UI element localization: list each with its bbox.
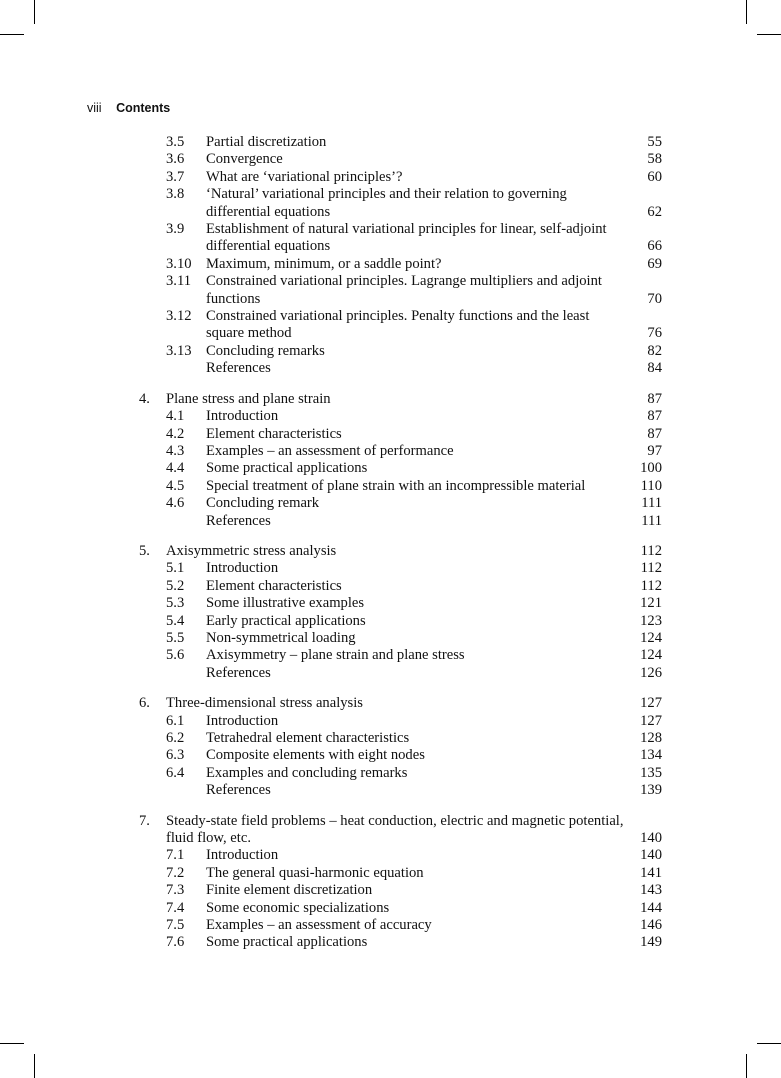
entry-title: Element characteristics [206, 425, 342, 442]
entry-number: 3.5 [166, 134, 185, 150]
toc-entry[interactable] [0, 256, 781, 273]
entry-title: References [206, 664, 271, 681]
toc-chapter [0, 134, 781, 378]
table-of-contents [0, 134, 781, 965]
toc-entry[interactable] [0, 865, 781, 882]
entry-title: Establishment of natural variational principles for linear, self-adjoint differential equations [206, 221, 607, 255]
toc-entry[interactable] [0, 169, 781, 186]
entry-number: 6. [139, 695, 150, 712]
entry-title: Finite element discretization [206, 882, 373, 899]
toc-entry[interactable] [0, 426, 781, 443]
entry-page: 126 [640, 664, 662, 681]
crop-mark [0, 34, 24, 35]
entry-number: 5.2 [166, 577, 185, 594]
entry-title: Introduction [206, 408, 279, 425]
entry-page: 134 [640, 747, 662, 764]
entry-page: 124 [640, 629, 662, 646]
entry-page: 144 [640, 899, 662, 916]
entry-number: 3.10 [166, 255, 192, 272]
toc-entry[interactable] [0, 713, 781, 730]
running-title: Contents [116, 101, 171, 115]
entry-number: 6.3 [166, 747, 185, 764]
toc-chapter [0, 695, 781, 799]
entry-page: 135 [640, 764, 662, 781]
chapter-heading[interactable] [0, 813, 781, 848]
entry-number: 4.3 [166, 442, 185, 459]
toc-entry[interactable] [0, 934, 781, 951]
entry-title: Steady-state field problems – heat conduction, electric and magnetic potential, fluid flow, etc. [166, 812, 624, 847]
crop-mark [746, 0, 747, 24]
entry-number: 5.5 [166, 629, 185, 646]
entry-title: Constrained variational principles. Lagrange multipliers and adjoint functions [206, 273, 602, 307]
entry-title: Introduction [206, 712, 279, 729]
toc-entry[interactable] [0, 273, 781, 308]
running-header [87, 100, 170, 116]
entry-title: Concluding remark [206, 495, 320, 512]
entry-title: The general quasi-harmonic equation [206, 864, 424, 881]
entry-page: 82 [647, 342, 662, 359]
entry-number: 3.13 [166, 342, 192, 359]
entry-title: Concluding remarks [206, 342, 325, 359]
entry-number: 3.7 [166, 168, 185, 185]
entry-page: 111 [641, 495, 662, 512]
toc-chapter [0, 813, 781, 952]
crop-mark [0, 1043, 24, 1044]
entry-page: 121 [640, 595, 662, 612]
entry-number: 5.3 [166, 595, 185, 612]
page-folio: viii [87, 101, 102, 115]
toc-entry[interactable] [0, 443, 781, 460]
toc-chapter [0, 543, 781, 682]
toc-entry[interactable] [0, 782, 781, 799]
entry-title: References [206, 360, 271, 377]
entry-page: 139 [640, 782, 662, 799]
entry-number: 7.5 [166, 917, 185, 934]
toc-entry[interactable] [0, 151, 781, 168]
entry-number: 4.2 [166, 425, 185, 442]
entry-page: 87 [647, 425, 662, 442]
toc-entry[interactable] [0, 495, 781, 512]
toc-entry[interactable] [0, 460, 781, 477]
entry-number: 4.4 [166, 460, 185, 477]
entry-number: 3.8 [166, 186, 185, 203]
entry-title: Some economic specializations [206, 899, 390, 916]
toc-entry[interactable] [0, 747, 781, 764]
entry-number: 7.1 [166, 847, 185, 864]
entry-title: Some practical applications [206, 934, 368, 951]
toc-entry[interactable] [0, 847, 781, 864]
entry-page: 87 [647, 390, 662, 407]
entry-title: Composite elements with eight nodes [206, 747, 425, 764]
entry-number: 7.6 [166, 934, 185, 951]
entry-title: Some practical applications [206, 460, 368, 477]
entry-page: 110 [640, 477, 662, 494]
toc-entry[interactable] [0, 513, 781, 530]
entry-title: Examples and concluding remarks [206, 764, 408, 781]
entry-page: 100 [640, 460, 662, 477]
entry-number: 3.6 [166, 151, 185, 168]
entry-title: References [206, 782, 271, 799]
entry-number: 7.3 [166, 882, 185, 899]
entry-number: 7.2 [166, 864, 185, 881]
toc-entry[interactable] [0, 308, 781, 343]
entry-number: 6.4 [166, 764, 185, 781]
toc-entry[interactable] [0, 408, 781, 425]
toc-entry[interactable] [0, 647, 781, 664]
entry-title: Constrained variational principles. Penalty functions and the least square method [206, 308, 590, 342]
crop-mark [34, 0, 35, 24]
entry-number: 7. [139, 812, 150, 829]
entry-title: Early practical applications [206, 612, 366, 629]
entry-page: 127 [640, 695, 662, 712]
toc-entry[interactable] [0, 882, 781, 899]
entry-page: 140 [640, 847, 662, 864]
toc-chapter [0, 391, 781, 530]
entry-title: Introduction [206, 847, 279, 864]
entry-page: 123 [640, 612, 662, 629]
entry-number: 6.1 [166, 712, 185, 729]
entry-title: Axisymmetric stress analysis [166, 542, 337, 559]
toc-entry[interactable] [0, 560, 781, 577]
entry-title: Axisymmetry – plane strain and plane stress [206, 647, 465, 664]
toc-entry[interactable] [0, 221, 781, 256]
toc-entry[interactable] [0, 595, 781, 612]
entry-number: 7.4 [166, 899, 185, 916]
chapter-heading[interactable] [0, 695, 781, 712]
toc-entry[interactable] [0, 765, 781, 782]
entry-title: Some illustrative examples [206, 595, 365, 612]
entry-title: Three-dimensional stress analysis [166, 695, 363, 712]
entry-number: 4. [139, 390, 150, 407]
entry-page: 143 [640, 882, 662, 899]
chapter-heading[interactable] [0, 543, 781, 560]
entry-page: 70 [647, 290, 662, 307]
entry-number: 5. [139, 542, 150, 559]
entry-page: 140 [640, 830, 662, 847]
entry-page: 112 [640, 542, 662, 559]
toc-entry[interactable] [0, 613, 781, 630]
entry-number: 4.6 [166, 495, 185, 512]
entry-page: 62 [647, 203, 662, 220]
chapter-heading[interactable] [0, 391, 781, 408]
toc-entry[interactable] [0, 665, 781, 682]
entry-title: Introduction [206, 560, 279, 577]
entry-page: 111 [641, 512, 662, 529]
entry-number: 3.12 [166, 308, 192, 325]
entry-title: Examples – an assessment of performance [206, 442, 454, 459]
entry-number: 3.11 [166, 273, 191, 290]
entry-title: Examples – an assessment of accuracy [206, 917, 432, 934]
toc-entry[interactable] [0, 730, 781, 747]
entry-page: 124 [640, 647, 662, 664]
crop-mark [746, 1054, 747, 1078]
entry-title: Special treatment of plane strain with an incompressible material [206, 477, 586, 494]
entry-title: Plane stress and plane strain [166, 390, 331, 407]
entry-page: 141 [640, 864, 662, 881]
entry-page: 127 [640, 712, 662, 729]
toc-entry[interactable] [0, 478, 781, 495]
entry-number: 5.6 [166, 647, 185, 664]
entry-page: 97 [647, 442, 662, 459]
crop-mark [757, 1043, 781, 1044]
entry-page: 55 [647, 134, 662, 150]
toc-entry[interactable] [0, 900, 781, 917]
entry-page: 149 [640, 934, 662, 951]
toc-entry[interactable] [0, 343, 781, 360]
entry-page: 58 [647, 151, 662, 168]
entry-page: 60 [647, 168, 662, 185]
entry-title: ‘Natural’ variational principles and their relation to governing differential equations [206, 186, 567, 220]
entry-page: 128 [640, 730, 662, 746]
entry-number: 5.4 [166, 612, 185, 629]
entry-page: 66 [647, 238, 662, 255]
entry-number: 6.2 [166, 730, 185, 746]
entry-number: 4.1 [166, 408, 185, 425]
toc-entry[interactable] [0, 578, 781, 595]
entry-number: 4.5 [166, 477, 185, 494]
entry-page: 69 [647, 255, 662, 272]
entry-title: Element characteristics [206, 577, 342, 594]
entry-page: 76 [647, 325, 662, 342]
entry-title: Non-symmetrical loading [206, 629, 356, 646]
entry-title: What are ‘variational principles’? [206, 168, 403, 185]
entry-number: 5.1 [166, 560, 185, 577]
toc-entry[interactable] [0, 186, 781, 221]
entry-title: Partial discretization [206, 134, 327, 150]
entry-title: Maximum, minimum, or a saddle point? [206, 255, 442, 272]
entry-title: Tetrahedral element characteristics [206, 730, 410, 746]
toc-entry[interactable] [0, 134, 781, 151]
entry-number: 3.9 [166, 221, 185, 238]
entry-page: 87 [647, 408, 662, 425]
toc-entry[interactable] [0, 630, 781, 647]
toc-entry[interactable] [0, 360, 781, 377]
crop-mark [757, 34, 781, 35]
entry-page: 112 [640, 560, 662, 577]
crop-mark [34, 1054, 35, 1078]
toc-entry[interactable] [0, 917, 781, 934]
entry-page: 84 [647, 360, 662, 377]
entry-page: 146 [640, 917, 662, 934]
entry-page: 112 [640, 577, 662, 594]
entry-title: References [206, 512, 271, 529]
entry-title: Convergence [206, 151, 283, 168]
